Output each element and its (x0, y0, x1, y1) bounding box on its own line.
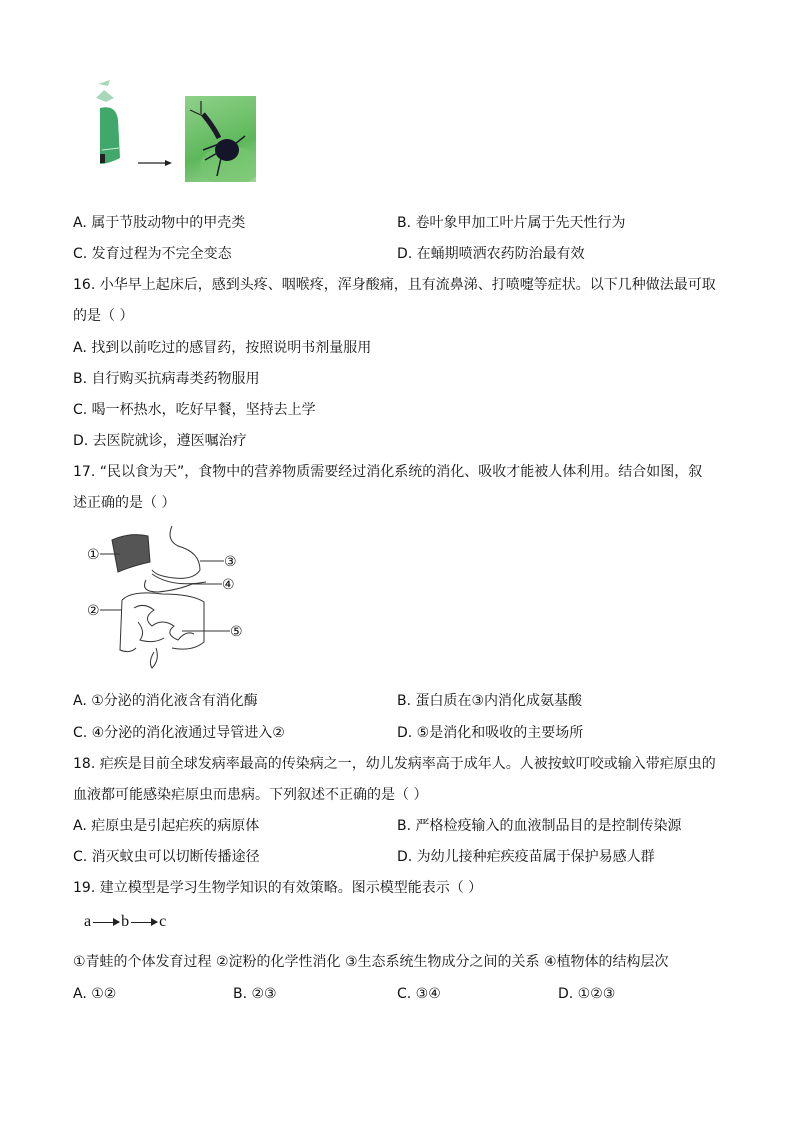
arrow-icon (138, 154, 172, 160)
q16-option-b[interactable]: B. 自行购买抗病毒类药物服用 (73, 371, 260, 387)
q18-option-b[interactable]: B. 严格检疫输入的血液制品目的是控制传染源 (397, 818, 682, 834)
q19-option-d[interactable]: D. ①②③ (558, 986, 616, 1002)
q18-stem-line1: 18. 疟疾是目前全球发病率最高的传染病之一，幼儿发病率高于成年人。人被按蚊叮咬或输入带疟原虫的 (73, 756, 716, 772)
q18-option-a[interactable]: A. 疟原虫是引起疟疾的病原体 (73, 818, 260, 834)
model-a: a (84, 913, 92, 930)
q19-option-a[interactable]: A. ①② (73, 986, 117, 1002)
q18-stem-line2: 血液都可能感染疟原虫而患病。下列叙述不正确的是（ ） (73, 787, 428, 803)
diagram-label-small-intestine: ⑤ (230, 624, 243, 640)
q18-option-d[interactable]: D. 为幼儿接种疟疾疫苗属于保护易感人群 (397, 849, 655, 865)
q16-option-c[interactable]: C. 喝一杯热水，吃好早餐，坚持去上学 (73, 402, 316, 418)
q19-model (84, 913, 166, 931)
q19-statements: ①青蛙的个体发育过程 ②淀粉的化学性消化 ③生态系统生物成分之间的关系 ④植物体的结构层次 (73, 954, 669, 970)
arrow-icon (131, 922, 157, 923)
q19-option-c[interactable]: C. ③④ (397, 986, 441, 1002)
q15-option-d[interactable]: D. 在蛹期喷洒农药防治最有效 (397, 246, 585, 262)
q19-option-b[interactable]: B. ②③ (233, 986, 277, 1002)
q16-option-a[interactable]: A. 找到以前吃过的感冒药，按照说明书剂量服用 (73, 340, 372, 356)
q17-option-a[interactable]: A. ①分泌的消化液含有消化酶 (73, 693, 258, 709)
q17-option-d[interactable]: D. ⑤是消化和吸收的主要场所 (397, 725, 584, 741)
diagram-label-large-intestine: ② (87, 603, 100, 619)
diagram-label-stomach: ③ (224, 554, 237, 570)
model-b: b (121, 913, 130, 930)
q17-stem-line2: 述正确的是（ ） (73, 495, 176, 511)
q17-option-b[interactable]: B. 蛋白质在③内消化成氨基酸 (397, 693, 583, 709)
model-c: c (159, 913, 167, 930)
q15-option-b[interactable]: B. 卷叶象甲加工叶片属于先天性行为 (397, 215, 626, 231)
diagram-label-liver: ① (87, 547, 100, 563)
q16-stem-line2: 的是（ ） (73, 308, 134, 324)
q18-option-c[interactable]: C. 消灭蚊虫可以切断传播途径 (73, 849, 260, 865)
q17-option-c[interactable]: C. ④分泌的消化液通过导管进入② (73, 725, 285, 741)
q15-option-a[interactable]: A. 属于节肢动物中的甲壳类 (73, 215, 246, 231)
q16-stem-line1: 16. 小华早上起床后，感到头疼、咽喉疼，浑身酸痛，且有流鼻涕、打喷嚏等症状。以下几种做法最可取 (73, 277, 716, 293)
weevil-photo (185, 96, 256, 182)
arrow-icon (93, 922, 119, 923)
q15-option-c[interactable]: C. 发育过程为不完全变态 (73, 246, 232, 262)
diagram-label-pancreas: ④ (222, 577, 235, 593)
q16-option-d[interactable]: D. 去医院就诊，遵医嘱治疗 (73, 433, 247, 449)
q19-stem: 19. 建立模型是学习生物学知识的有效策略。图示模型能表示（ ） (73, 880, 483, 896)
q17-stem-line1: 17. “民以食为天”，食物中的营养物质需要经过消化系统的消化、吸收才能被人体利用。结合如图，叙 (73, 464, 703, 480)
digestive-system-diagram (82, 522, 252, 672)
